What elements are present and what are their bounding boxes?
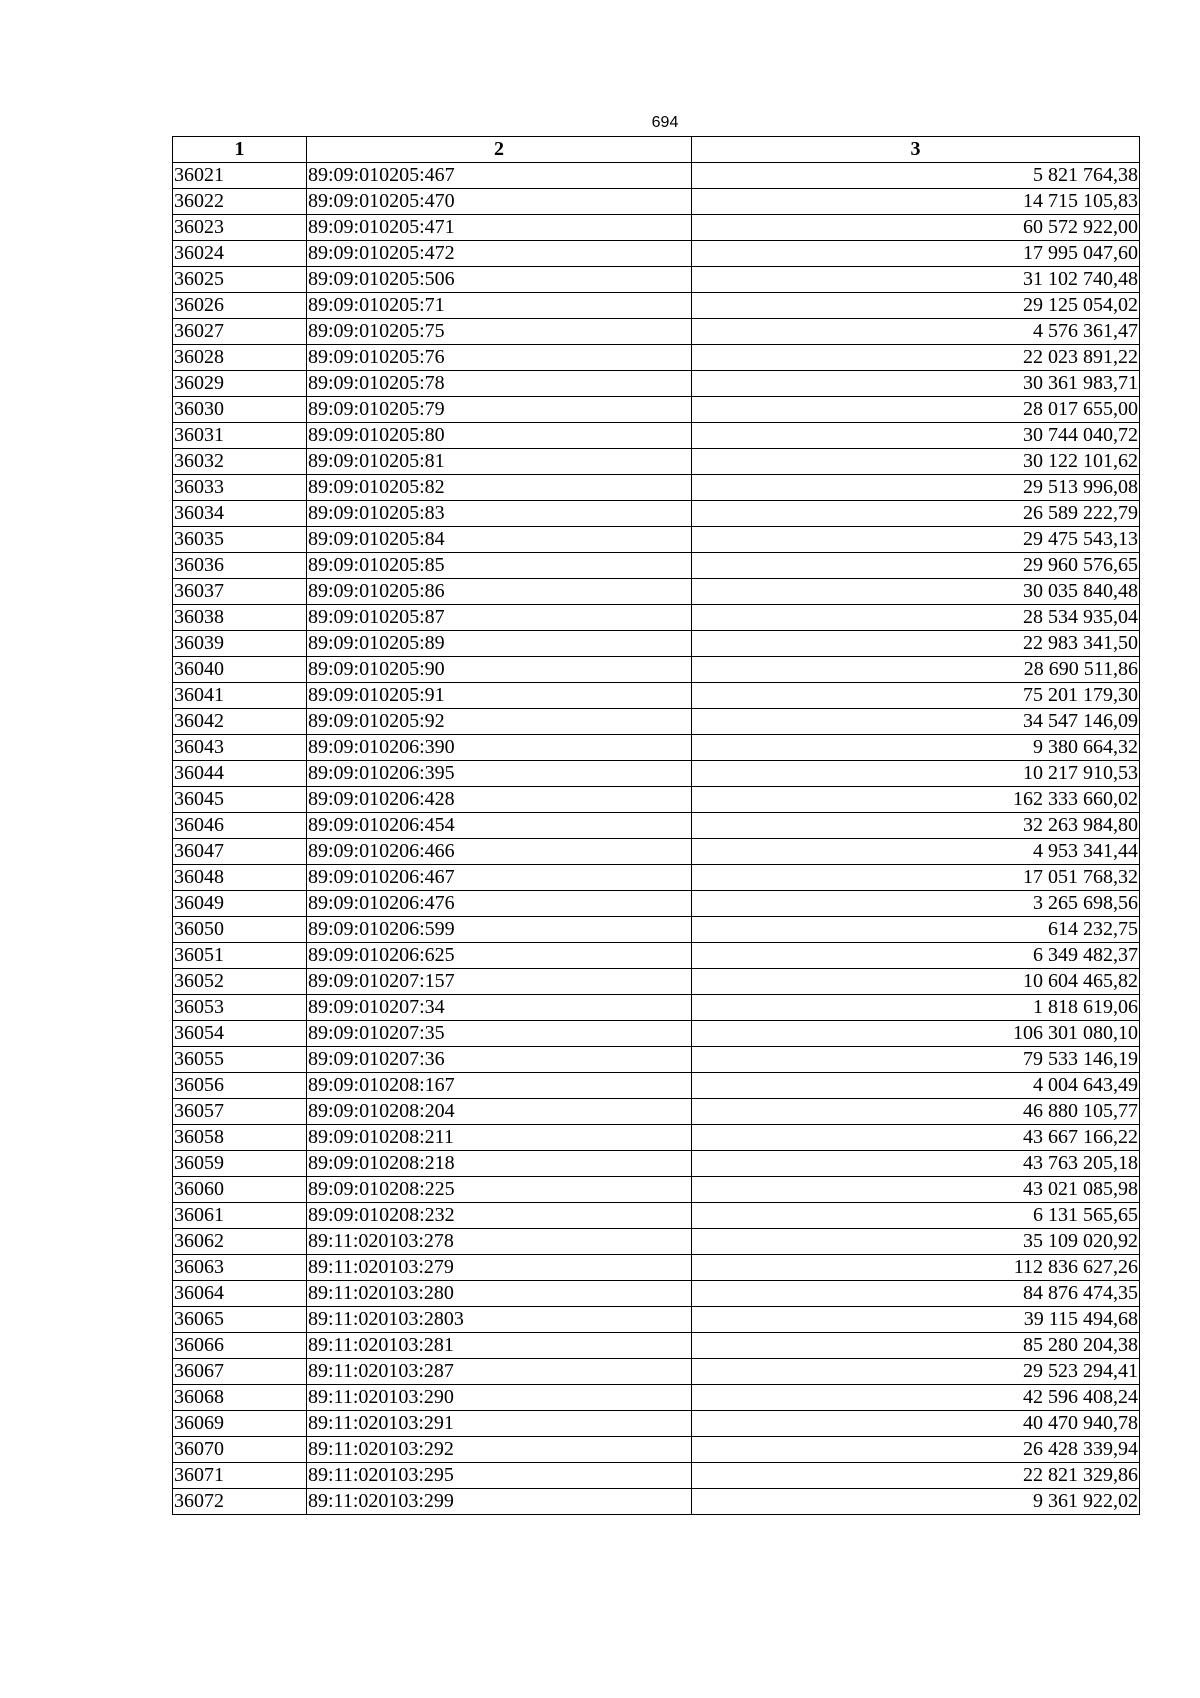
cadastral-number-cell: 89:09:010205:471 — [307, 215, 692, 241]
cadastral-number-cell: 89:09:010208:211 — [307, 1125, 692, 1151]
cadastral-value-cell: 1 818 619,06 — [692, 995, 1140, 1021]
cadastral-value-cell: 42 596 408,24 — [692, 1385, 1140, 1411]
cadastral-number-cell: 89:09:010208:225 — [307, 1177, 692, 1203]
cadastral-value-cell: 84 876 474,35 — [692, 1281, 1140, 1307]
cadastral-value-cell: 4 953 341,44 — [692, 839, 1140, 865]
cadastral-number-cell: 89:09:010205:76 — [307, 345, 692, 371]
cadastral-value-cell: 43 763 205,18 — [692, 1151, 1140, 1177]
cadastral-value-cell: 29 475 543,13 — [692, 527, 1140, 553]
cadastral-number-cell: 89:09:010205:87 — [307, 605, 692, 631]
row-number-cell: 36046 — [173, 813, 307, 839]
table-row — [173, 345, 1140, 371]
cadastral-value-cell: 26 428 339,94 — [692, 1437, 1140, 1463]
table-row — [173, 735, 1140, 761]
table-row — [173, 1281, 1140, 1307]
table-row — [173, 1073, 1140, 1099]
table-row — [173, 631, 1140, 657]
row-number-cell: 36035 — [173, 527, 307, 553]
cadastral-value-cell: 162 333 660,02 — [692, 787, 1140, 813]
cadastral-value-cell: 29 523 294,41 — [692, 1359, 1140, 1385]
cadastral-number-cell: 89:11:020103:2803 — [307, 1307, 692, 1333]
cadastral-value-cell: 30 744 040,72 — [692, 423, 1140, 449]
row-number-cell: 36042 — [173, 709, 307, 735]
row-number-cell: 36034 — [173, 501, 307, 527]
cadastral-value-cell: 85 280 204,38 — [692, 1333, 1140, 1359]
cadastral-value-cell: 10 217 910,53 — [692, 761, 1140, 787]
cadastral-number-cell: 89:09:010208:218 — [307, 1151, 692, 1177]
cadastral-value-cell: 35 109 020,92 — [692, 1229, 1140, 1255]
row-number-cell: 36036 — [173, 553, 307, 579]
cadastral-number-cell: 89:09:010206:390 — [307, 735, 692, 761]
table-row — [173, 1099, 1140, 1125]
row-number-cell: 36059 — [173, 1151, 307, 1177]
row-number-cell: 36067 — [173, 1359, 307, 1385]
cadastral-number-cell: 89:09:010205:86 — [307, 579, 692, 605]
cadastral-value-cell: 22 821 329,86 — [692, 1463, 1140, 1489]
cadastral-number-cell: 89:09:010206:428 — [307, 787, 692, 813]
table-row — [173, 1255, 1140, 1281]
table-row — [173, 475, 1140, 501]
cadastral-number-cell: 89:11:020103:299 — [307, 1489, 692, 1515]
row-number-cell: 36053 — [173, 995, 307, 1021]
cadastral-number-cell: 89:11:020103:287 — [307, 1359, 692, 1385]
table-header-row — [173, 137, 1140, 163]
cadastral-number-cell: 89:09:010205:81 — [307, 449, 692, 475]
row-number-cell: 36064 — [173, 1281, 307, 1307]
cadastral-number-cell: 89:09:010208:204 — [307, 1099, 692, 1125]
row-number-cell: 36028 — [173, 345, 307, 371]
cadastral-number-cell: 89:09:010206:476 — [307, 891, 692, 917]
row-number-cell: 36044 — [173, 761, 307, 787]
row-number-cell: 36052 — [173, 969, 307, 995]
cadastral-number-cell: 89:09:010205:78 — [307, 371, 692, 397]
cadastral-value-cell: 29 513 996,08 — [692, 475, 1140, 501]
table-body — [173, 163, 1140, 1515]
table-row — [173, 1411, 1140, 1437]
cadastral-value-cell: 3 265 698,56 — [692, 891, 1140, 917]
row-number-cell: 36048 — [173, 865, 307, 891]
row-number-cell: 36065 — [173, 1307, 307, 1333]
row-number-cell: 36041 — [173, 683, 307, 709]
cadastral-number-cell: 89:09:010205:92 — [307, 709, 692, 735]
table-row — [173, 969, 1140, 995]
cadastral-value-cell: 32 263 984,80 — [692, 813, 1140, 839]
cadastral-value-cell: 106 301 080,10 — [692, 1021, 1140, 1047]
cadastral-value-cell: 9 361 922,02 — [692, 1489, 1140, 1515]
table-row — [173, 163, 1140, 189]
cadastral-value-cell: 4 004 643,49 — [692, 1073, 1140, 1099]
row-number-cell: 36022 — [173, 189, 307, 215]
column-header-3: 3 — [692, 137, 1140, 163]
cadastral-number-cell: 89:09:010205:90 — [307, 657, 692, 683]
table-row — [173, 553, 1140, 579]
table-row — [173, 995, 1140, 1021]
table-row — [173, 241, 1140, 267]
cadastral-value-cell: 28 690 511,86 — [692, 657, 1140, 683]
cadastral-number-cell: 89:11:020103:278 — [307, 1229, 692, 1255]
cadastral-value-cell: 4 576 361,47 — [692, 319, 1140, 345]
row-number-cell: 36026 — [173, 293, 307, 319]
cadastral-number-cell: 89:09:010206:625 — [307, 943, 692, 969]
table-row — [173, 1489, 1140, 1515]
cadastral-number-cell: 89:11:020103:295 — [307, 1463, 692, 1489]
row-number-cell: 36021 — [173, 163, 307, 189]
table-row — [173, 215, 1140, 241]
row-number-cell: 36024 — [173, 241, 307, 267]
row-number-cell: 36068 — [173, 1385, 307, 1411]
table-row — [173, 449, 1140, 475]
table-row — [173, 891, 1140, 917]
cadastral-value-cell: 60 572 922,00 — [692, 215, 1140, 241]
cadastral-number-cell: 89:09:010205:467 — [307, 163, 692, 189]
cadastral-value-cell: 34 547 146,09 — [692, 709, 1140, 735]
cadastral-value-cell: 6 131 565,65 — [692, 1203, 1140, 1229]
row-number-cell: 36037 — [173, 579, 307, 605]
cadastral-number-cell: 89:09:010205:89 — [307, 631, 692, 657]
row-number-cell: 36033 — [173, 475, 307, 501]
cadastral-value-cell: 614 232,75 — [692, 917, 1140, 943]
cadastral-value-cell: 5 821 764,38 — [692, 163, 1140, 189]
table-row — [173, 267, 1140, 293]
table-row — [173, 605, 1140, 631]
cadastral-number-cell: 89:09:010208:232 — [307, 1203, 692, 1229]
cadastral-number-cell: 89:09:010205:83 — [307, 501, 692, 527]
table-row — [173, 319, 1140, 345]
row-number-cell: 36031 — [173, 423, 307, 449]
cadastral-value-cell: 112 836 627,26 — [692, 1255, 1140, 1281]
row-number-cell: 36060 — [173, 1177, 307, 1203]
table-row — [173, 683, 1140, 709]
cadastral-number-cell: 89:09:010208:167 — [307, 1073, 692, 1099]
table-row — [173, 371, 1140, 397]
table-row — [173, 397, 1140, 423]
table-row — [173, 1125, 1140, 1151]
table-row — [173, 865, 1140, 891]
table-row — [173, 1385, 1140, 1411]
table-row — [173, 839, 1140, 865]
row-number-cell: 36057 — [173, 1099, 307, 1125]
table-row — [173, 787, 1140, 813]
row-number-cell: 36045 — [173, 787, 307, 813]
cadastral-value-cell: 79 533 146,19 — [692, 1047, 1140, 1073]
row-number-cell: 36038 — [173, 605, 307, 631]
cadastral-value-cell: 28 017 655,00 — [692, 397, 1140, 423]
row-number-cell: 36027 — [173, 319, 307, 345]
row-number-cell: 36030 — [173, 397, 307, 423]
cadastral-value-cell: 26 589 222,79 — [692, 501, 1140, 527]
cadastral-value-cell: 39 115 494,68 — [692, 1307, 1140, 1333]
row-number-cell: 36072 — [173, 1489, 307, 1515]
row-number-cell: 36071 — [173, 1463, 307, 1489]
table-row — [173, 1177, 1140, 1203]
cadastral-number-cell: 89:09:010206:466 — [307, 839, 692, 865]
row-number-cell: 36047 — [173, 839, 307, 865]
cadastral-value-cell: 17 051 768,32 — [692, 865, 1140, 891]
cadastral-value-cell: 75 201 179,30 — [692, 683, 1140, 709]
row-number-cell: 36058 — [173, 1125, 307, 1151]
cadastral-value-cell: 17 995 047,60 — [692, 241, 1140, 267]
cadastral-number-cell: 89:09:010205:79 — [307, 397, 692, 423]
table-row — [173, 1203, 1140, 1229]
cadastral-value-cell: 30 035 840,48 — [692, 579, 1140, 605]
page-number: 694 — [651, 114, 679, 131]
cadastral-number-cell: 89:09:010205:91 — [307, 683, 692, 709]
cadastral-number-cell: 89:09:010205:71 — [307, 293, 692, 319]
table-row — [173, 1047, 1140, 1073]
column-header-1: 1 — [173, 137, 307, 163]
cadastral-number-cell: 89:09:010206:395 — [307, 761, 692, 787]
row-number-cell: 36032 — [173, 449, 307, 475]
table-row — [173, 1333, 1140, 1359]
row-number-cell: 36051 — [173, 943, 307, 969]
row-number-cell: 36055 — [173, 1047, 307, 1073]
row-number-cell: 36023 — [173, 215, 307, 241]
table-row — [173, 423, 1140, 449]
cadastral-number-cell: 89:09:010205:75 — [307, 319, 692, 345]
table-row — [173, 579, 1140, 605]
cadastral-value-cell: 40 470 940,78 — [692, 1411, 1140, 1437]
cadastral-value-cell: 9 380 664,32 — [692, 735, 1140, 761]
cadastral-value-cell: 6 349 482,37 — [692, 943, 1140, 969]
table-row — [173, 761, 1140, 787]
table-row — [173, 1151, 1140, 1177]
column-header-2: 2 — [307, 137, 692, 163]
table-row — [173, 1021, 1140, 1047]
cadastral-number-cell: 89:09:010207:34 — [307, 995, 692, 1021]
cadastral-number-cell: 89:11:020103:280 — [307, 1281, 692, 1307]
table-row — [173, 1437, 1140, 1463]
row-number-cell: 36061 — [173, 1203, 307, 1229]
table-row — [173, 709, 1140, 735]
cadastral-number-cell: 89:11:020103:291 — [307, 1411, 692, 1437]
row-number-cell: 36062 — [173, 1229, 307, 1255]
cadastral-value-cell: 29 960 576,65 — [692, 553, 1140, 579]
cadastral-value-cell: 22 023 891,22 — [692, 345, 1140, 371]
row-number-cell: 36056 — [173, 1073, 307, 1099]
cadastral-value-cell: 28 534 935,04 — [692, 605, 1140, 631]
cadastral-number-cell: 89:09:010205:84 — [307, 527, 692, 553]
table-row — [173, 501, 1140, 527]
row-number-cell: 36025 — [173, 267, 307, 293]
cadastral-number-cell: 89:09:010206:467 — [307, 865, 692, 891]
cadastral-number-cell: 89:09:010207:35 — [307, 1021, 692, 1047]
row-number-cell: 36063 — [173, 1255, 307, 1281]
table-row — [173, 657, 1140, 683]
table-row — [173, 1359, 1140, 1385]
table-row — [173, 813, 1140, 839]
cadastral-value-cell: 46 880 105,77 — [692, 1099, 1140, 1125]
cadastral-number-cell: 89:11:020103:279 — [307, 1255, 692, 1281]
row-number-cell: 36049 — [173, 891, 307, 917]
cadastral-number-cell: 89:09:010207:36 — [307, 1047, 692, 1073]
table-row — [173, 1463, 1140, 1489]
cadastral-number-cell: 89:09:010205:472 — [307, 241, 692, 267]
row-number-cell: 36040 — [173, 657, 307, 683]
cadastral-value-cell: 30 361 983,71 — [692, 371, 1140, 397]
cadastral-number-cell: 89:11:020103:281 — [307, 1333, 692, 1359]
row-number-cell: 36050 — [173, 917, 307, 943]
table-row — [173, 293, 1140, 319]
cadastral-value-cell: 43 667 166,22 — [692, 1125, 1140, 1151]
cadastral-number-cell: 89:09:010205:80 — [307, 423, 692, 449]
row-number-cell: 36039 — [173, 631, 307, 657]
cadastral-number-cell: 89:09:010207:157 — [307, 969, 692, 995]
table-row — [173, 527, 1140, 553]
cadastral-number-cell: 89:09:010205:470 — [307, 189, 692, 215]
cadastral-value-cell: 14 715 105,83 — [692, 189, 1140, 215]
cadastral-value-cell: 31 102 740,48 — [692, 267, 1140, 293]
cadastral-number-cell: 89:11:020103:290 — [307, 1385, 692, 1411]
row-number-cell: 36069 — [173, 1411, 307, 1437]
cadastral-number-cell: 89:11:020103:292 — [307, 1437, 692, 1463]
table-row — [173, 189, 1140, 215]
cadastral-number-cell: 89:09:010206:599 — [307, 917, 692, 943]
cadastral-number-cell: 89:09:010205:506 — [307, 267, 692, 293]
row-number-cell: 36043 — [173, 735, 307, 761]
row-number-cell: 36070 — [173, 1437, 307, 1463]
cadastral-value-cell: 30 122 101,62 — [692, 449, 1140, 475]
cadastral-number-cell: 89:09:010206:454 — [307, 813, 692, 839]
table-row — [173, 917, 1140, 943]
cadastral-number-cell: 89:09:010205:85 — [307, 553, 692, 579]
table-row — [173, 943, 1140, 969]
cadastral-value-cell: 43 021 085,98 — [692, 1177, 1140, 1203]
cadastral-value-cell: 10 604 465,82 — [692, 969, 1140, 995]
row-number-cell: 36066 — [173, 1333, 307, 1359]
cadastral-value-cell: 29 125 054,02 — [692, 293, 1140, 319]
table-row — [173, 1229, 1140, 1255]
cadastral-number-cell: 89:09:010205:82 — [307, 475, 692, 501]
table-row — [173, 1307, 1140, 1333]
cadastral-value-cell: 22 983 341,50 — [692, 631, 1140, 657]
row-number-cell: 36029 — [173, 371, 307, 397]
cadastral-value-table — [172, 136, 1140, 1515]
row-number-cell: 36054 — [173, 1021, 307, 1047]
